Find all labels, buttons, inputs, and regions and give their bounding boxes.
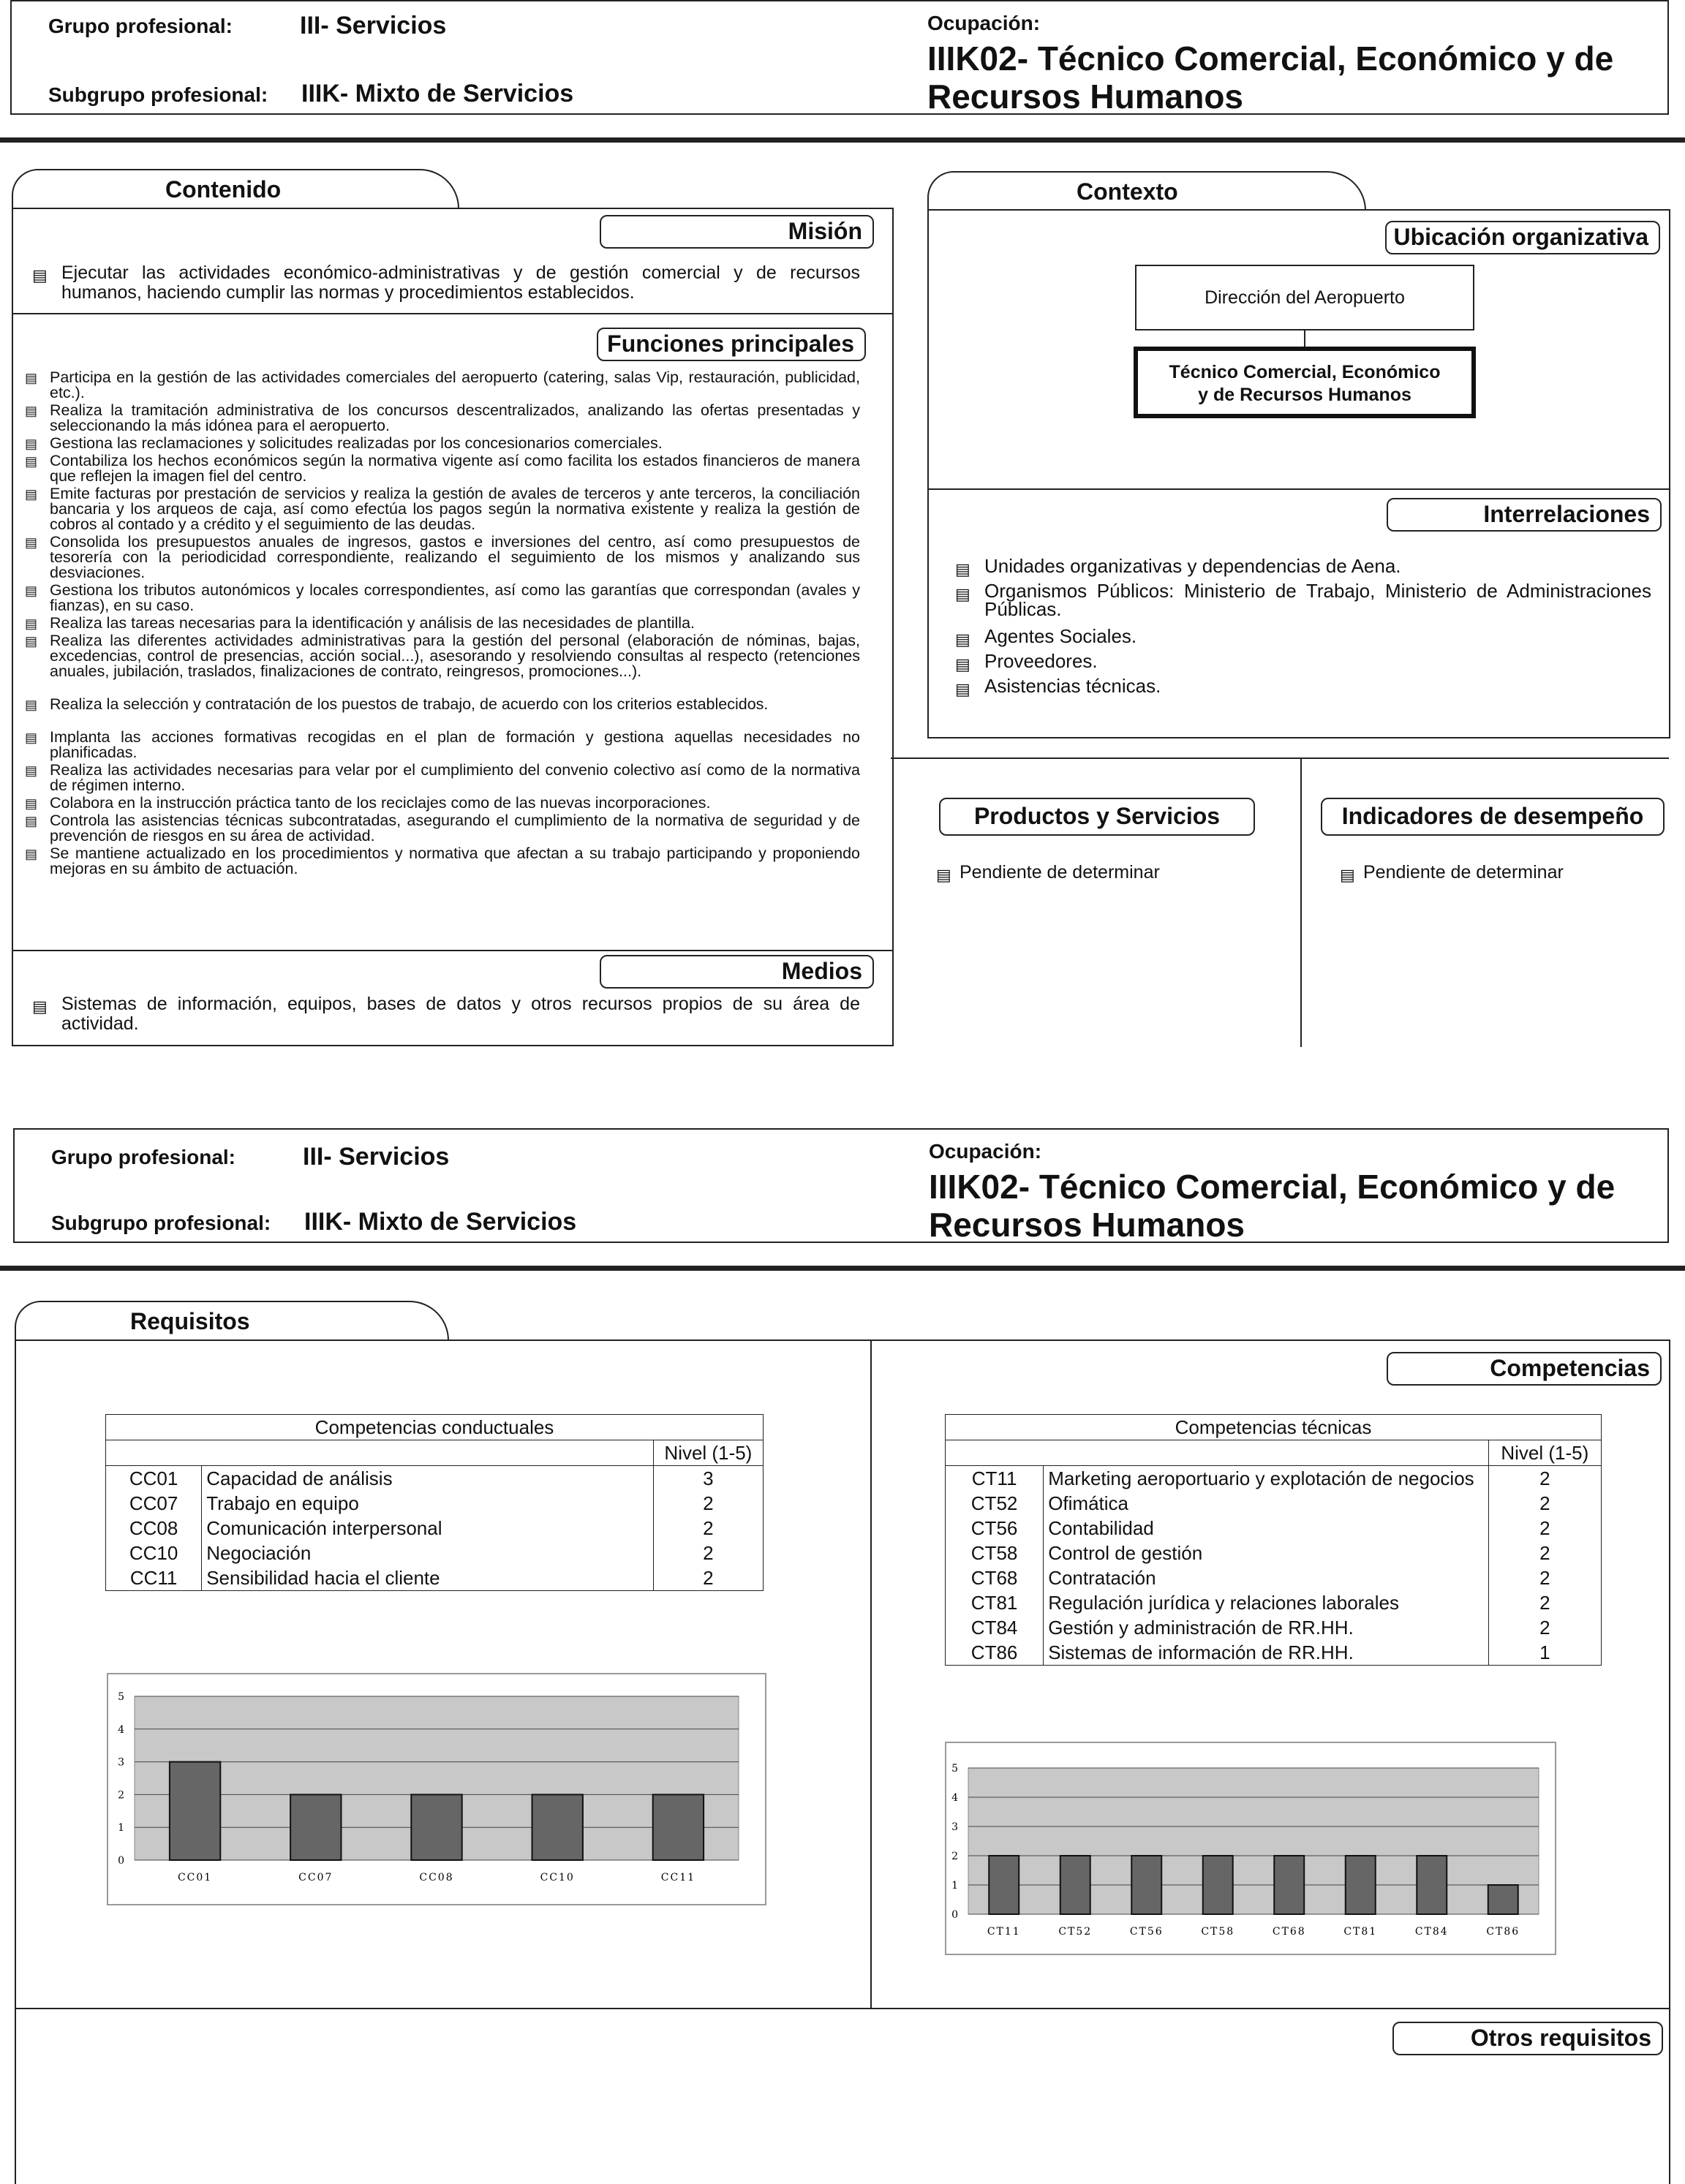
- document-bullet-icon: ▤: [25, 616, 38, 631]
- grupo-value: III- Servicios: [300, 12, 447, 39]
- table-row: [106, 1466, 764, 1492]
- competencia-nivel: 2: [1488, 1491, 1601, 1516]
- competencia-code: CC08: [106, 1516, 202, 1541]
- competencia-name: Negociación: [202, 1541, 654, 1565]
- y-tick-label: 1: [118, 1822, 124, 1835]
- ocupacion-title-line1: IIIK02- Técnico Comercial, Económico y de: [927, 39, 1614, 78]
- document-bullet-icon: ▤: [25, 698, 38, 712]
- interrelacion-item: ▤ Organismos Públicos: Ministerio de Trabajo, Ministerio de Administraciones Públicas.: [955, 580, 1651, 620]
- tecnicas-table-title: Competencias técnicas: [946, 1415, 1602, 1440]
- x-tick-label: CT84: [1414, 1926, 1449, 1938]
- y-tick-label: 5: [951, 1763, 958, 1775]
- funcion-item: ▤ Contabiliza los hechos económicos según la normativa vigente así como facilita los estados financieros de manera que reflejen la imagen fiel del centro.: [25, 452, 860, 485]
- competencia-nivel: 2: [653, 1516, 763, 1541]
- competencia-code: CC07: [106, 1491, 202, 1516]
- table-row: [106, 1565, 764, 1591]
- x-tick-label: CT56: [1129, 1926, 1164, 1938]
- document-bullet-icon: ▤: [955, 680, 970, 698]
- competencia-code: CT56: [946, 1516, 1044, 1541]
- bar-ct52: [1060, 1856, 1090, 1914]
- contenido-tab: Contenido: [12, 169, 459, 208]
- competencia-name: Control de gestión: [1044, 1541, 1488, 1565]
- document-bullet-icon: ▤: [955, 630, 970, 649]
- bar-cc01: [170, 1762, 220, 1860]
- conductuales-chart: [107, 1673, 766, 1905]
- x-tick-label: CC07: [298, 1872, 333, 1883]
- conductuales-chart-svg: [108, 1674, 765, 1904]
- x-tick-label: CT58: [1201, 1926, 1235, 1938]
- conductuales-table-title: Competencias conductuales: [106, 1415, 764, 1440]
- table-row: [946, 1541, 1602, 1565]
- funcion-item: ▤ Controla las asistencias técnicas subcontratadas, asegurando el cumplimiento de la normativa de seguridad y de prevención de riesgos en su área de actividad.: [25, 812, 860, 844]
- competencia-nivel: 2: [1488, 1516, 1601, 1541]
- interrelacion-item: ▤ Unidades organizativas y dependencias de Aena.: [955, 555, 1401, 578]
- ocupacion-title-line1: IIIK02- Técnico Comercial, Económico y de: [929, 1168, 1616, 1206]
- competencia-name: Ofimática: [1044, 1491, 1488, 1516]
- table-row: [946, 1565, 1602, 1590]
- grupo-label: Grupo profesional:: [51, 1146, 235, 1168]
- x-tick-label: CT86: [1486, 1926, 1520, 1938]
- x-tick-label: CT81: [1343, 1926, 1378, 1938]
- grupo-value: III- Servicios: [303, 1143, 450, 1171]
- document-bullet-icon: ▤: [955, 585, 970, 603]
- org-connector: [1304, 330, 1305, 348]
- competencia-nivel: 2: [1488, 1590, 1601, 1615]
- x-tick-label: CT52: [1058, 1926, 1093, 1938]
- table-row: [946, 1516, 1602, 1541]
- table-row: [946, 1466, 1602, 1492]
- org-child-label-line1: Técnico Comercial, Económico: [1169, 362, 1441, 382]
- table-row: [946, 1590, 1602, 1615]
- competencia-nivel: 3: [653, 1466, 763, 1492]
- otros-divider: [15, 2008, 1670, 2009]
- x-tick-label: CT11: [987, 1926, 1021, 1938]
- bar-ct84: [1417, 1856, 1447, 1914]
- competencia-code: CT68: [946, 1565, 1044, 1590]
- interrelacion-item: ▤ Asistencias técnicas.: [955, 675, 1161, 698]
- document-bullet-icon: ▤: [955, 655, 970, 673]
- y-tick-label: 2: [951, 1851, 958, 1862]
- table-row: [946, 1491, 1602, 1516]
- competencia-name: Sistemas de información de RR.HH.: [1044, 1640, 1488, 1666]
- bar-ct81: [1346, 1856, 1376, 1914]
- org-child-label-line2: y de Recursos Humanos: [1198, 385, 1411, 405]
- funcion-item: ▤ Participa en la gestión de las actividades comerciales del aeropuerto (catering, salas Vip, restauración, publicidad, etc.).: [25, 369, 860, 401]
- y-tick-label: 0: [118, 1855, 124, 1867]
- funcion-item: ▤ Realiza las diferentes actividades administrativas para la gestión del personal (elaboración de nóminas, bajas, excedencias, control de presencias, acción social...), asesorando y resolviendo consultas al respecto (retenciones anuales, jubilación, traslados, finalizaciones de contrato, reingresos, promociones...).: [25, 632, 860, 680]
- header-rule-2: [0, 1266, 1685, 1271]
- document-bullet-icon: ▤: [1340, 866, 1355, 884]
- competencia-name: Marketing aeroportuario y explotación de negocios: [1044, 1466, 1488, 1492]
- competencia-nivel: 2: [653, 1541, 763, 1565]
- table-row: [946, 1640, 1602, 1666]
- funcion-item: ▤ Emite facturas por prestación de servicios y realiza la gestión de avales de terceros y ante terceros, la conciliación bancaria y los arqueos de caja, así como efectúa los pagos según la normativa existente y realiza la gestión de cobros al contado y a crédito y el seguimiento de las deudas.: [25, 485, 860, 533]
- bar-cc11: [653, 1794, 704, 1860]
- productos-title: Productos y Servicios: [939, 798, 1255, 836]
- document-bullet-icon: ▤: [25, 634, 38, 649]
- x-tick-label: CC08: [419, 1872, 454, 1883]
- contexto-tab: Contexto: [927, 171, 1366, 211]
- funcion-item: ▤ Se mantiene actualizado en los procedimientos y normativa que afectan a su trabajo participando y proponiendo mejoras en su ámbito de actuación.: [25, 844, 860, 877]
- document-bullet-icon: ▤: [25, 371, 38, 385]
- funcion-item: ▤ Realiza la selección y contratación de los puestos de trabajo, de acuerdo con los criterios establecidos.: [25, 695, 769, 713]
- x-tick-label: CT68: [1272, 1926, 1306, 1938]
- competencia-nivel: 2: [1488, 1565, 1601, 1590]
- productos-item: ▤ Pendiente de determinar: [936, 862, 1160, 884]
- table-row: [106, 1516, 764, 1541]
- table-row: [106, 1541, 764, 1565]
- competencia-code: CC11: [106, 1565, 202, 1591]
- competencia-name: Capacidad de análisis: [202, 1466, 654, 1492]
- org-parent-box: [1135, 265, 1474, 330]
- bar-cc07: [290, 1794, 341, 1860]
- competencia-name: Regulación jurídica y relaciones laborales: [1044, 1590, 1488, 1615]
- tecnicas-chart: [945, 1742, 1556, 1955]
- competencia-name: Trabajo en equipo: [202, 1491, 654, 1516]
- interrelaciones-title: Interrelaciones: [1387, 498, 1662, 532]
- y-tick-label: 4: [118, 1723, 124, 1736]
- indicadores-title: Indicadores de desempeño: [1321, 798, 1665, 836]
- competencia-nivel: 2: [653, 1565, 763, 1591]
- document-bullet-icon: ▤: [25, 730, 38, 745]
- org-parent-label: Dirección del Aeropuerto: [1205, 287, 1405, 308]
- document-bullet-icon: ▤: [25, 487, 38, 502]
- funcion-item: ▤ Realiza las tareas necesarias para la identificación y análisis de las necesidades de plantilla.: [25, 614, 696, 632]
- competencia-code: CT86: [946, 1640, 1044, 1666]
- funcion-item: ▤ Realiza la tramitación administrativa de los concursos descentralizados, analizando las ofertas presentadas y seleccionando la más idónea para el aeropuerto.: [25, 401, 860, 434]
- funciones-title: Funciones principales: [597, 328, 866, 361]
- plot-area: [968, 1768, 1539, 1914]
- competencia-name: Contabilidad: [1044, 1516, 1488, 1541]
- document-bullet-icon: ▤: [25, 437, 38, 451]
- grupo-label: Grupo profesional:: [48, 15, 233, 37]
- competencia-code: CC10: [106, 1541, 202, 1565]
- document-bullet-icon: ▤: [25, 583, 38, 598]
- bar-cc08: [411, 1794, 461, 1860]
- competencia-name: Gestión y administración de RR.HH.: [1044, 1615, 1488, 1640]
- ocupacion-label: Ocupación:: [929, 1140, 1042, 1163]
- competencia-code: CT58: [946, 1541, 1044, 1565]
- bar-ct56: [1131, 1856, 1161, 1914]
- mision-title: Misión: [600, 215, 874, 249]
- bar-ct68: [1274, 1856, 1304, 1914]
- document-bullet-icon: ▤: [32, 997, 48, 1016]
- competencias-title: Competencias: [1387, 1352, 1662, 1386]
- tecnicas-table: [945, 1414, 1602, 1666]
- funcion-item: ▤ Gestiona las reclamaciones y solicitudes realizadas por los concesionarios comerciales.: [25, 434, 663, 452]
- y-tick-label: 0: [951, 1909, 958, 1921]
- mision-divider: [12, 313, 894, 314]
- document-bullet-icon: ▤: [25, 814, 38, 828]
- bar-ct86: [1488, 1885, 1518, 1914]
- ocupacion-title-line2: Recursos Humanos: [927, 78, 1244, 116]
- conductuales-nivel-header: Nivel (1-5): [653, 1440, 763, 1466]
- competencia-nivel: 2: [1488, 1466, 1601, 1492]
- competencia-code: CC01: [106, 1466, 202, 1492]
- y-tick-label: 3: [118, 1756, 124, 1769]
- mision-item: ▤ Ejecutar las actividades económico-administrativas y de gestión comercial y de recursos humanos, haciendo cumplir las normas y procedimientos establecidos.: [32, 262, 860, 303]
- ubicacion-divider: [927, 488, 1670, 490]
- y-tick-label: 2: [118, 1789, 124, 1802]
- x-tick-label: CC11: [660, 1872, 696, 1883]
- funcion-item: ▤ Realiza las actividades necesarias para velar por el cumplimiento del convenio colectivo así como de la normativa de régimen interno.: [25, 761, 860, 794]
- header-box-1: [10, 0, 1669, 115]
- competencia-code: CT84: [946, 1615, 1044, 1640]
- y-tick-label: 4: [951, 1792, 958, 1804]
- otros-requisitos-title: Otros requisitos: [1392, 2022, 1663, 2055]
- org-child-box[interactable]: [1134, 347, 1476, 418]
- competencia-code: CT11: [946, 1466, 1044, 1492]
- competencia-nivel: 1: [1488, 1640, 1601, 1666]
- competencia-nivel: 2: [653, 1491, 763, 1516]
- subgrupo-value: IIIK- Mixto de Servicios: [301, 80, 574, 107]
- competencia-name: Comunicación interpersonal: [202, 1516, 654, 1541]
- x-tick-label: CC10: [540, 1872, 575, 1883]
- document-bullet-icon: ▤: [25, 847, 38, 861]
- requisitos-vertical-divider: [870, 1340, 872, 2008]
- ocupacion-title-line2: Recursos Humanos: [929, 1206, 1245, 1244]
- y-tick-label: 3: [951, 1821, 958, 1833]
- competencia-name: Contratación: [1044, 1565, 1488, 1590]
- x-tick-label: CC01: [177, 1872, 213, 1883]
- y-tick-label: 5: [118, 1691, 124, 1703]
- ubicacion-title: Ubicación organizativa: [1385, 221, 1660, 254]
- subgrupo-label: Subgrupo profesional:: [51, 1212, 271, 1234]
- competencia-code: CT81: [946, 1590, 1044, 1615]
- medios-title: Medios: [600, 955, 874, 989]
- document-bullet-icon: ▤: [25, 404, 38, 418]
- header-rule-1: [0, 137, 1685, 143]
- ocupacion-label: Ocupación:: [927, 12, 1041, 34]
- funcion-item: ▤ Consolida los presupuestos anuales de ingresos, gastos e inversiones del centro, así como presupuestos de tesorería con la periodicidad correspondiente, realizando el seguimiento de los mismos y analizando sus desviaciones.: [25, 533, 860, 581]
- indicadores-item: ▤ Pendiente de determinar: [1340, 862, 1564, 884]
- table-row: [946, 1615, 1602, 1640]
- document-bullet-icon: ▤: [955, 560, 970, 578]
- funcion-item: ▤ Gestiona los tributos autonómicos y locales correspondientes, así como las garantías que correspondan (avales y fianzas), en su caso.: [25, 581, 860, 614]
- interrelacion-item: ▤ Proveedores.: [955, 650, 1098, 673]
- document-bullet-icon: ▤: [25, 796, 38, 811]
- competencia-nivel: 2: [1488, 1541, 1601, 1565]
- subgrupo-label: Subgrupo profesional:: [48, 83, 268, 106]
- competencia-code: CT52: [946, 1491, 1044, 1516]
- y-tick-label: 1: [951, 1880, 958, 1892]
- bar-ct58: [1203, 1856, 1233, 1914]
- interrelacion-item: ▤ Agentes Sociales.: [955, 625, 1137, 649]
- table-row: [106, 1491, 764, 1516]
- document-bullet-icon: ▤: [25, 763, 38, 778]
- medios-item: ▤ Sistemas de información, equipos, bases de datos y otros recursos propios de su área de actividad.: [32, 994, 860, 1034]
- document-bullet-icon: ▤: [25, 454, 38, 469]
- bar-ct11: [989, 1856, 1019, 1914]
- competencia-name: Sensibilidad hacia el cliente: [202, 1565, 654, 1591]
- conductuales-table: [105, 1414, 764, 1591]
- funcion-item: ▤ Implanta las acciones formativas recogidas en el plan de formación y gestiona aquellas necesidades no planificadas.: [25, 728, 860, 761]
- tecnicas-nivel-header: Nivel (1-5): [1488, 1440, 1601, 1466]
- document-bullet-icon: ▤: [936, 866, 951, 884]
- requisitos-tab: Requisitos: [15, 1301, 449, 1340]
- funcion-item: ▤ Colabora en la instrucción práctica tanto de los reciclajes como de las nuevas incorporaciones.: [25, 794, 711, 812]
- bar-cc10: [532, 1794, 583, 1860]
- header-box-2: [13, 1128, 1669, 1243]
- subgrupo-value: IIIK- Mixto de Servicios: [304, 1208, 577, 1236]
- competencia-nivel: 2: [1488, 1615, 1601, 1640]
- tecnicas-chart-svg: [946, 1743, 1555, 1954]
- document-bullet-icon: ▤: [32, 266, 48, 284]
- medios-divider: [12, 950, 894, 951]
- document-bullet-icon: ▤: [25, 535, 38, 550]
